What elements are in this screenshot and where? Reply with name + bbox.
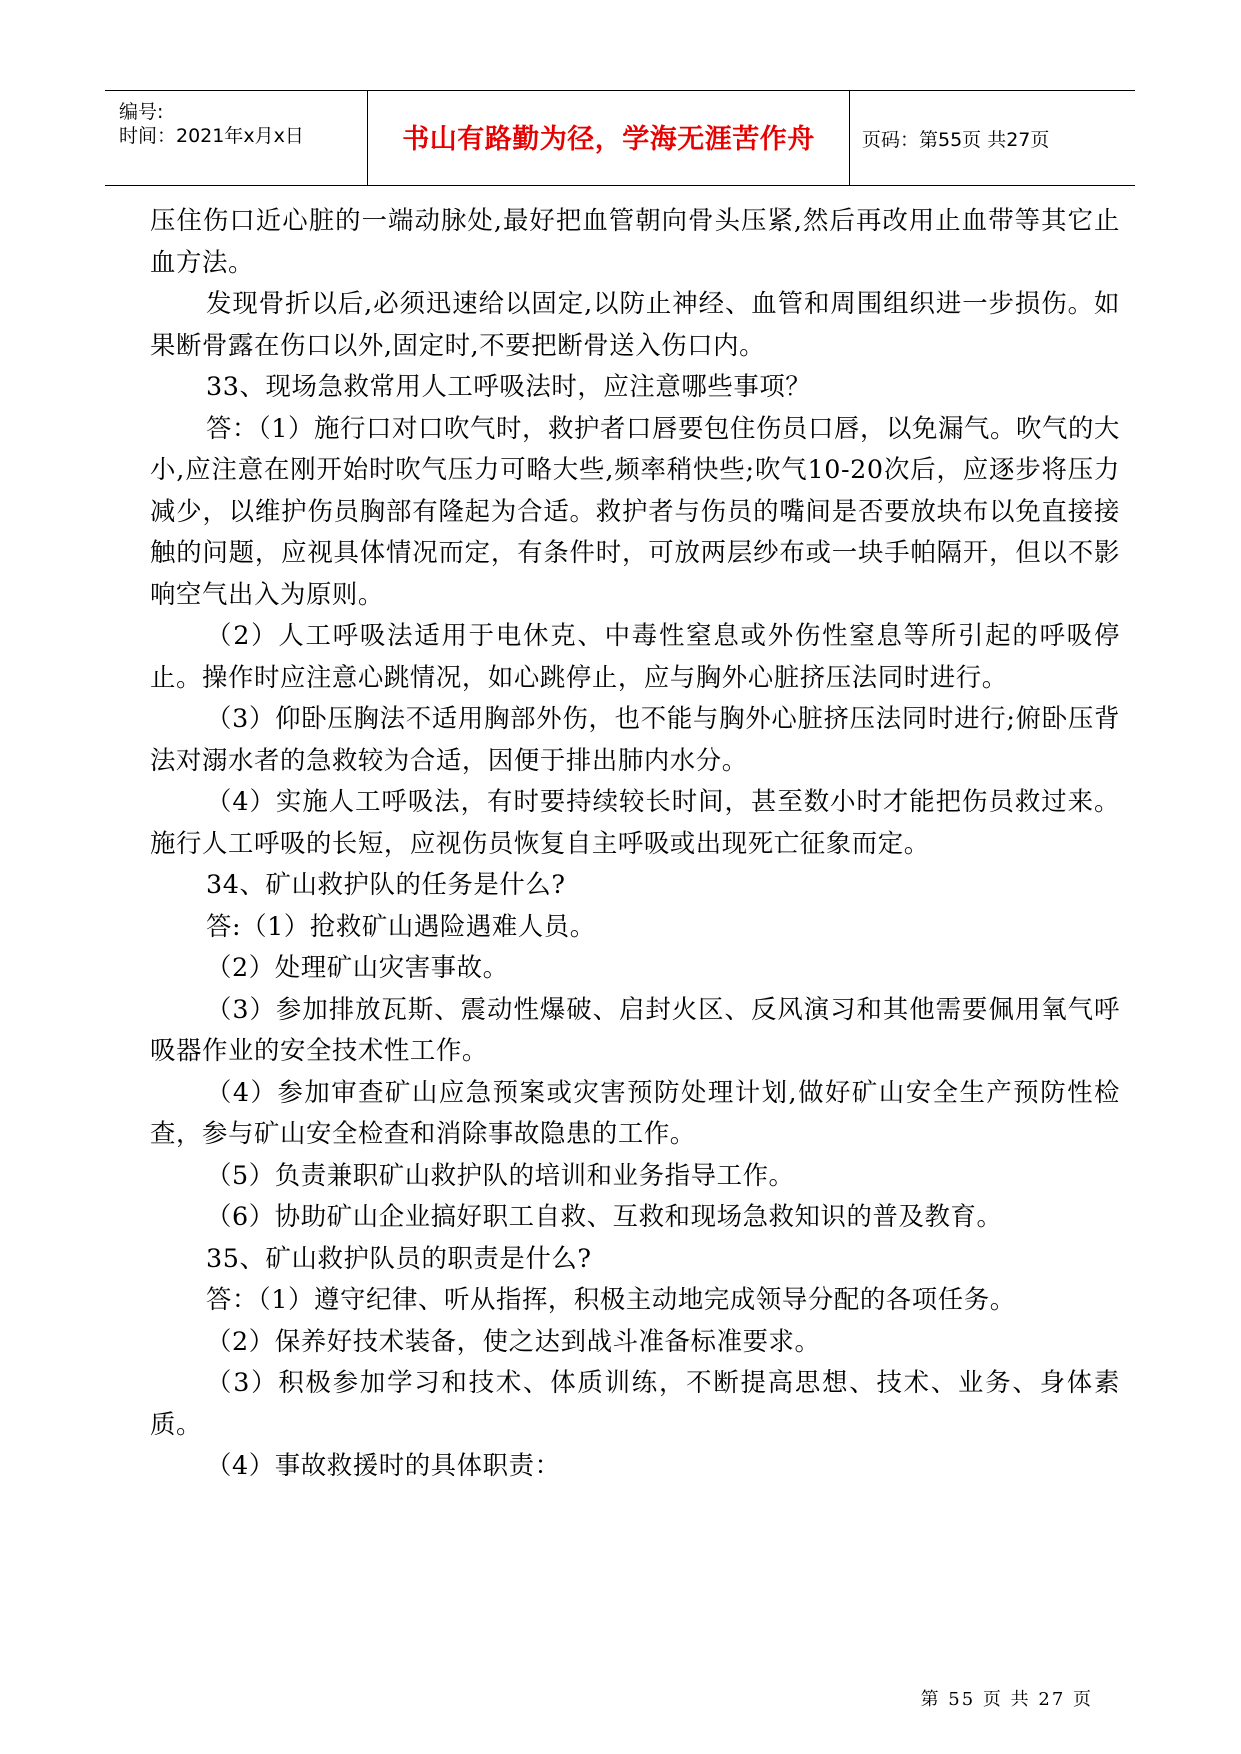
paragraph: （2）处理矿山灾害事故。: [206, 952, 509, 982]
paragraph: （2）保养好技术装备，使之达到战斗准备标准要求。: [206, 1325, 821, 1356]
header-page-number: 页码：第55页 共27页: [862, 129, 1050, 151]
document-body: [150, 200, 1120, 1487]
paragraph: （5）负责兼职矿山救护队的培训和业务指导工作。: [206, 1159, 795, 1190]
paragraph: （3）参加排放瓦斯、震动性爆破、启封火区、反风演习和其他需要佩用氧气呼吸器作业的安全技术性工作。: [150, 993, 1120, 1065]
paragraph: （3）仰卧压胸法不适用胸部外伤，也不能与胸外心脏挤压法同时进行;俯卧压背法对溺水者的急救较为合适，因便于排出肺内水分。: [150, 703, 1120, 775]
document-time-label: 时间：2021年x月x日: [119, 125, 304, 147]
header-motto: 书山有路勤为径，学海无涯苦作舟: [402, 124, 815, 155]
paragraph: 压住伤口近心脏的一端动脉处,最好把血管朝向骨头压紧,然后再改用止血带等其它止血方法。: [150, 205, 1120, 277]
question-heading: 34、矿山救护队的任务是什么?: [206, 869, 566, 899]
document-number-label: 编号:: [119, 101, 164, 123]
paragraph: 发现骨折以后,必须迅速给以固定,以防止神经、血管和周围组织进一步损伤。如果断骨露在伤口以外,固定时,不要把断骨送入伤口内。: [150, 288, 1120, 360]
header-motto-cell: [368, 91, 850, 185]
page-header: [105, 90, 1135, 186]
paragraph: 答:（1）抢救矿山遇险遇难人员。: [206, 910, 596, 941]
header-page-cell: [850, 91, 1135, 185]
paragraph: （2）人工呼吸法适用于电休克、中毒性窒息或外伤性窒息等所引起的呼吸停止。操作时应注意心跳情况，如心跳停止，应与胸外心脏挤压法同时进行。: [150, 620, 1120, 692]
paragraph: （3）积极参加学习和技术、体质训练，不断提高思想、技术、业务、身体素质。: [150, 1367, 1120, 1439]
question-heading: 33、现场急救常用人工呼吸法时，应注意哪些事项？: [206, 371, 812, 401]
paragraph: （4）实施人工呼吸法，有时要持续较长时间，甚至数小时才能把伤员救过来。施行人工呼吸的长短，应视伤员恢复自主呼吸或出现死亡征象而定。: [150, 786, 1120, 858]
question-heading: 35、矿山救护队员的职责是什么?: [206, 1242, 592, 1273]
header-meta-cell: [105, 91, 368, 185]
paragraph: （6）协助矿山企业搞好职工自救、互救和现场急救知识的普及教育。: [206, 1201, 1003, 1231]
paragraph: （4）参加审查矿山应急预案或灾害预防处理计划,做好矿山安全生产预防性检查，参与矿山安全检查和消除事故隐患的工作。: [150, 1076, 1120, 1148]
paragraph: （4）事故救援时的具体职责：: [206, 1450, 561, 1480]
page-footer: 第 55 页 共 27 页: [920, 1689, 1093, 1710]
paragraph: 答：（1）遵守纪律、听从指挥，积极主动地完成领导分配的各项任务。: [206, 1284, 1016, 1314]
paragraph: 答：（1）施行口对口吹气时，救护者口唇要包住伤员口唇，以免漏气。吹气的大小,应注意在刚开始时吹气压力可略大些,频率稍快些;吹气10-20次后，应逐步将压力减少，以维护伤员胸部有隆起为合适。救护者与伤员的嘴间是否要放块布以免直接接触的问题，应视具体情况而定，有条件时，可放两层纱布或一块手帕隔开，但以不影响空气出入为原则。: [150, 412, 1120, 609]
